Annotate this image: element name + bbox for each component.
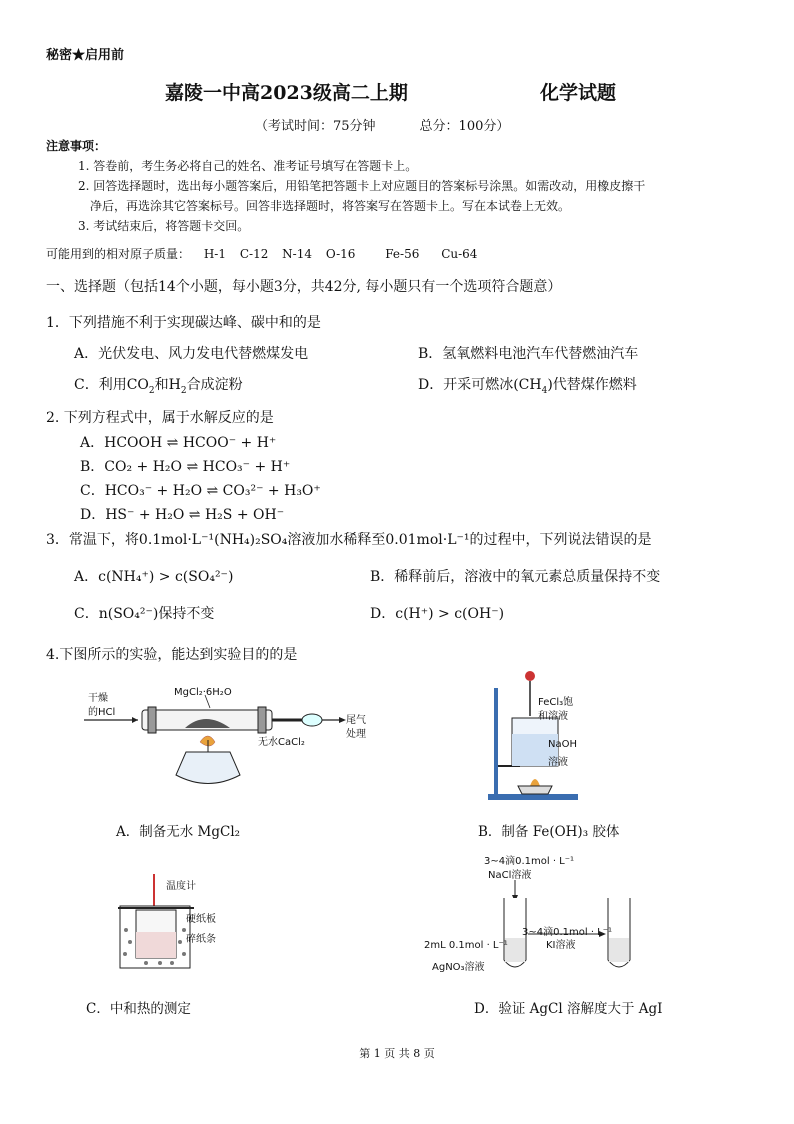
atomic-mass-value: N-14 [282, 247, 312, 261]
exam-time: （考试时间：75分钟 [255, 119, 376, 134]
fig-d-label: KI溶液 [546, 940, 576, 951]
fig-d-label: 2mL 0.1mol · L⁻¹ [424, 940, 508, 951]
atomic-mass-value: Fe-56 [385, 247, 420, 261]
fig-b-label: 和溶液 [538, 711, 568, 722]
q2-option-c: C．HCO₃⁻ + H₂O ⇌ CO₃²⁻ + H₃O⁺ [80, 483, 321, 499]
fig-a-label: 无水CaCl₂ [258, 737, 305, 748]
q1-option-b: B．氢氧燃料电池汽车代替燃油汽车 [418, 346, 639, 362]
q3-option-a: A．c(NH₄⁺) > c(SO₄²⁻) [74, 569, 234, 585]
figure-a-apparatus [80, 680, 390, 800]
fig-a-label: 干燥 [88, 693, 108, 704]
atomic-mass-value: C-12 [239, 247, 269, 261]
q1-stem: 1．下列措施不利于实现碳达峰、碳中和的是 [46, 315, 321, 331]
secret-label: 秘密★启用前 [46, 48, 125, 63]
fig-c-label: 温度计 [166, 881, 196, 892]
fig-c-label: 硬纸板 [186, 914, 216, 925]
q2-stem: 2. 下列方程式中，属于水解反应的是 [46, 410, 274, 426]
q1-option-d: D．开采可燃冰$(CH_4)$代替煤作燃料 [418, 377, 637, 396]
q2-option-b: B．CO₂ + H₂O ⇌ HCO₃⁻ + H⁺ [80, 459, 291, 475]
section-heading: 一、选择题（包括14个小题，每小题3分，共42分, 每小题只有一个选项符合题意） [46, 279, 562, 295]
fig-c-label: 碎纸条 [186, 934, 216, 945]
title-school: 嘉陵一中高2023级高二上期 [165, 82, 408, 104]
fig-a-label: 的HCl [88, 707, 116, 718]
q3-option-d: D．c(H⁺) > c(OH⁻) [370, 606, 505, 622]
q4-stem: 4.下图所示的实验，能达到实验目的的是 [46, 647, 298, 663]
atomic-mass-label: 可能用到的相对原子质量： [46, 247, 191, 261]
atomic-mass-value: O-16 [325, 247, 356, 261]
title-subject: 化学试题 [540, 82, 617, 104]
fig-a-label: 尾气 [346, 715, 366, 726]
q4-option-b: B．制备 Fe(OH)₃ 胶体 [478, 824, 620, 840]
note-item: 1. 答卷前，考生务必将自己的姓名、准考证号填写在答题卡上。 [78, 159, 418, 173]
q1-option-a: A．光伏发电、风力发电代替燃煤发电 [74, 346, 309, 362]
q4-option-d: D．验证 AgCl 溶解度大于 AgI [474, 1001, 663, 1017]
q3-option-c: C．n(SO₄²⁻)保持不变 [74, 606, 215, 622]
page-footer: 第 1 页 共 8 页 [359, 1047, 435, 1060]
q4-option-c: C．中和热的测定 [86, 1001, 191, 1017]
fig-b-label: 溶液 [548, 757, 568, 768]
fig-b-label: NaOH [548, 739, 577, 750]
atomic-mass-value: Cu-64 [441, 247, 478, 261]
fig-a-label: 处理 [346, 729, 366, 740]
note-item: 3. 考试结束后，将答题卡交回。 [78, 219, 250, 233]
fig-d-label: NaCl溶液 [488, 870, 532, 881]
q2-option-d: D．HS⁻ + H₂O ⇌ H₂S + OH⁻ [80, 507, 285, 523]
q2-option-a: A．HCOOH ⇌ HCOO⁻ + H⁺ [80, 435, 277, 451]
notes-heading: 注意事项： [46, 139, 107, 153]
note-item: 2. 回答选择题时，选出每小题答案后，用铅笔把答题卡上对应题目的答案标号涂黑。如需改动，用橡皮擦干 [78, 179, 646, 193]
note-item: 净后，再选涂其它答案标号。回答非选择题时，将答案写在答题卡上。写在本试卷上无效。 [90, 199, 571, 213]
exam-info [255, 115, 553, 134]
q3-option-b: B．稀释前后，溶液中的氧元素总质量保持不变 [370, 569, 661, 585]
q3-stem: 3．常温下，将0.1mol·L⁻¹(NH₄)₂SO₄溶液加水稀释至0.01mol·L⁻¹的过程中，下列说法错误的是 [46, 532, 652, 548]
fig-d-label: 3~4滴0.1mol · L⁻¹ [484, 856, 575, 867]
exam-score: 总分：100分） [419, 119, 510, 134]
fig-a-label: MgCl₂·6H₂O [174, 687, 232, 698]
q4-option-a: A．制备无水 MgCl₂ [116, 824, 241, 840]
fig-d-label: AgNO₃溶液 [432, 962, 485, 973]
atomic-mass-line [46, 245, 487, 262]
atomic-mass-value: H-1 [203, 247, 226, 261]
fig-b-label: FeCl₃饱 [538, 697, 574, 708]
q1-option-c: C．利用$CO_2$和$H_2$合成淀粉 [74, 377, 243, 396]
fig-d-label: 3~4滴0.1mol · L⁻¹ [522, 927, 613, 938]
figure-b-apparatus [488, 668, 598, 808]
